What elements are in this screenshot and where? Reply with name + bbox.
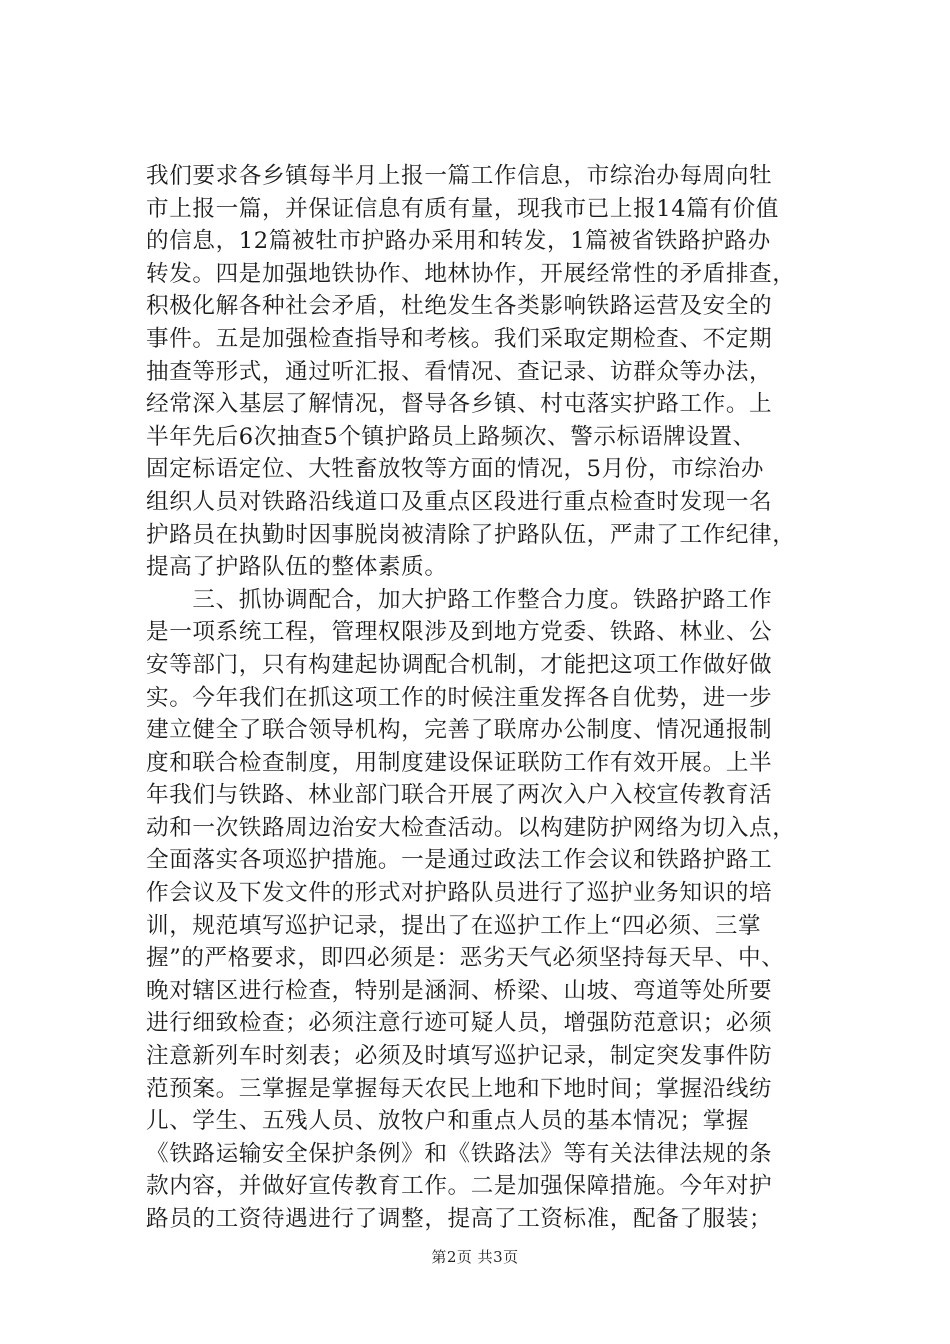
text-line: 固定标语定位、大牲畜放牧等方面的情况，5月份，市综治办: [146, 456, 765, 483]
text-line: 范预案。三掌握是掌握每天农民上地和下地时间；掌握沿线纺: [146, 1075, 773, 1102]
text-line: 提高了护路队伍的整体素质。: [146, 554, 448, 581]
text-line: 事件。五是加强检查指导和考核。我们采取定期检查、不定期: [146, 325, 773, 352]
text-line: 度和联合检查制度，用制度建设保证联防工作有效开展。上半: [146, 749, 773, 776]
text-line: 握”的严格要求，即四必须是：恶劣天气必须坚持每天早、中、: [146, 945, 785, 972]
text-line: 护路员在执勤时因事脱岗被清除了护路队伍，严肃了工作纪律，: [146, 521, 796, 548]
text-line: 《铁路运输安全保护条例》和《铁路法》等有关法律法规的条: [146, 1140, 773, 1167]
text-line: 三、抓协调配合，加大护路工作整合力度。铁路护路工作: [146, 586, 773, 613]
text-line: 我们要求各乡镇每半月上报一篇工作信息，市综治办每周向牡: [146, 163, 773, 189]
text-line: 路员的工资待遇进行了调整，提高了工资标准，配备了服装；: [146, 1206, 773, 1232]
body-text: [146, 160, 846, 1236]
text-line: 款内容，并做好宣传教育工作。二是加强保障措施。今年对护: [146, 1173, 773, 1200]
text-line: 的信息，12篇被牡市护路办采用和转发，1篇被省铁路护路办: [146, 228, 771, 255]
text-line: 市上报一篇，并保证信息有质有量，现我市已上报14篇有价值: [146, 195, 779, 222]
text-line: 转发。四是加强地铁协作、地林协作，开展经常性的矛盾排查，: [146, 260, 796, 287]
text-line: 作会议及下发文件的形式对护路队员进行了巡护业务知识的培: [146, 880, 773, 907]
text-line: 全面落实各项巡护措施。一是通过政法工作会议和铁路护路工: [146, 847, 773, 874]
text-line: 半年先后6次抽查5个镇护路员上路频次、警示标语牌设置、: [146, 423, 756, 450]
text-line: 组织人员对铁路沿线道口及重点区段进行重点检查时发现一名: [146, 488, 773, 515]
text-line: 抽查等形式，通过听汇报、看情况、查记录、访群众等办法，: [146, 358, 773, 385]
text-line: 安等部门，只有构建起协调配合机制，才能把这项工作做好做: [146, 651, 773, 678]
text-line: 实。今年我们在抓这项工作的时候注重发挥各自优势，进一步: [146, 684, 773, 711]
text-line: 是一项系统工程，管理权限涉及到地方党委、铁路、林业、公: [146, 619, 773, 646]
text-line: 建立健全了联合领导机构，完善了联席办公制度、情况通报制: [146, 717, 773, 744]
text-line: 注意新列车时刻表；必须及时填写巡护记录，制定突发事件防: [146, 1043, 773, 1070]
text-line: 积极化解各种社会矛盾，杜绝发生各类影响铁路运营及安全的: [146, 293, 773, 320]
text-line: 儿、学生、五残人员、放牧户和重点人员的基本情况；掌握: [146, 1108, 750, 1135]
text-line: 动和一次铁路周边治安大检查活动。以构建防护网络为切入点，: [146, 814, 796, 841]
text-line: 进行细致检查；必须注意行迹可疑人员，增强防范意识；必须: [146, 1010, 773, 1037]
text-line: 训，规范填写巡护记录，提出了在巡护工作上“四必须、三掌: [146, 912, 762, 939]
text-line: 晚对辖区进行检查，特别是涵洞、桥梁、山坡、弯道等处所要: [146, 977, 773, 1004]
text-line: 年我们与铁路、林业部门联合开展了两次入户入校宣传教育活: [146, 782, 773, 809]
text-line: 经常深入基层了解情况，督导各乡镇、村屯落实护路工作。上: [146, 391, 773, 418]
page-footer: 第2页 共3页: [431, 1248, 519, 1266]
